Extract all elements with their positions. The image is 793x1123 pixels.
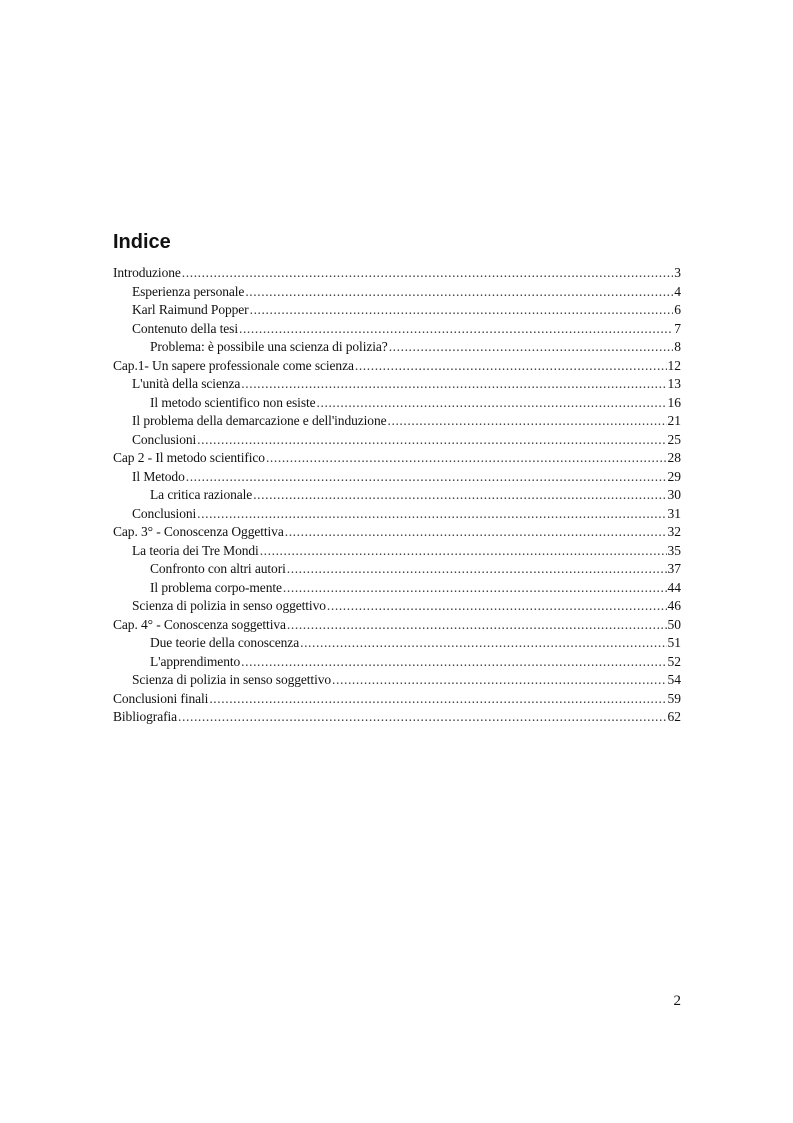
toc-entry-page: 21 xyxy=(667,413,681,428)
toc-entry-title: L'unità della scienza xyxy=(132,376,241,391)
toc-entry-title: Conclusioni finali xyxy=(113,690,209,706)
toc-entry-title: L'apprendimento xyxy=(150,653,241,669)
dot-leader xyxy=(253,486,666,505)
toc-entry-page: 4 xyxy=(674,283,681,299)
toc-entry-title: Scienza di polizia in senso soggettivo xyxy=(132,672,332,687)
toc-entry-page: 6 xyxy=(674,302,681,317)
toc-entry[interactable] xyxy=(113,320,681,339)
toc-entry[interactable] xyxy=(113,468,681,487)
toc-entry-title: Introduzione xyxy=(113,265,181,280)
toc-entry-title: Conclusioni xyxy=(132,431,197,447)
dot-leader xyxy=(245,283,673,302)
toc-entry-title: Problema: è possibile una scienza di polizia? xyxy=(150,339,388,354)
toc-entry-page: 62 xyxy=(667,709,681,724)
toc-entry[interactable] xyxy=(113,579,681,598)
toc-entry[interactable] xyxy=(113,301,681,320)
dot-leader xyxy=(317,394,667,413)
toc-entry-page: 44 xyxy=(667,579,681,595)
toc-entry-page: 54 xyxy=(667,672,681,687)
dot-leader xyxy=(250,301,674,320)
dot-leader xyxy=(285,523,667,542)
toc-entry-page: 31 xyxy=(667,505,681,521)
toc-entry-title: Due teorie della conoscenza xyxy=(150,635,300,650)
toc-entry[interactable] xyxy=(113,560,681,579)
toc-entry[interactable] xyxy=(113,597,681,616)
toc-entry-page: 29 xyxy=(667,468,681,484)
toc-entry-title: Cap. 4° - Conoscenza soggettiva xyxy=(113,616,286,632)
dot-leader xyxy=(300,634,666,653)
dot-leader xyxy=(287,616,667,635)
toc-entry[interactable] xyxy=(113,338,681,357)
toc-entry[interactable] xyxy=(113,412,681,431)
dot-leader xyxy=(197,505,666,524)
toc-entry[interactable] xyxy=(113,431,681,450)
dot-leader xyxy=(260,542,667,561)
page-number: 2 xyxy=(673,993,681,1009)
toc-entry[interactable] xyxy=(113,616,681,635)
toc-entry[interactable] xyxy=(113,671,681,690)
table-of-contents xyxy=(113,264,681,727)
toc-entry-title: Il Metodo xyxy=(132,468,185,484)
toc-entry-title: Contenuto della tesi xyxy=(132,320,238,336)
dot-leader xyxy=(355,357,667,376)
toc-entry[interactable] xyxy=(113,505,681,524)
dot-leader xyxy=(266,449,667,468)
toc-entry[interactable] xyxy=(113,653,681,672)
toc-entry[interactable] xyxy=(113,375,681,394)
dot-leader xyxy=(186,468,667,487)
toc-entry-page: 59 xyxy=(667,690,681,706)
toc-entry-title: Cap. 3° - Conoscenza Oggettiva xyxy=(113,524,284,539)
toc-entry-page: 7 xyxy=(674,320,681,336)
dot-leader xyxy=(327,597,667,616)
toc-entry[interactable] xyxy=(113,523,681,542)
toc-entry[interactable] xyxy=(113,542,681,561)
dot-leader xyxy=(178,708,666,727)
toc-entry-page: 51 xyxy=(667,635,681,650)
toc-entry[interactable] xyxy=(113,394,681,413)
toc-entry-page: 25 xyxy=(667,431,681,447)
toc-entry[interactable] xyxy=(113,690,681,709)
toc-entry-title: Confronto con altri autori xyxy=(150,561,286,576)
dot-leader xyxy=(332,671,666,690)
toc-entry-page: 50 xyxy=(667,616,681,632)
dot-leader xyxy=(287,560,667,579)
toc-entry-page: 13 xyxy=(667,376,681,391)
dot-leader xyxy=(389,338,674,357)
toc-entry-page: 12 xyxy=(667,357,681,373)
dot-leader xyxy=(239,320,673,339)
toc-entry-title: Cap.1- Un sapere professionale come scienza xyxy=(113,357,354,373)
toc-entry-title: Karl Raimund Popper xyxy=(132,302,249,317)
toc-entry[interactable] xyxy=(113,634,681,653)
toc-title: Indice xyxy=(113,231,171,253)
toc-entry-title: Il metodo scientifico non esiste xyxy=(150,394,316,410)
dot-leader xyxy=(197,431,666,450)
dot-leader xyxy=(182,264,673,283)
toc-entry[interactable] xyxy=(113,708,681,727)
toc-entry-page: 46 xyxy=(667,598,681,613)
toc-entry-page: 52 xyxy=(667,653,681,669)
toc-entry-page: 16 xyxy=(667,394,681,410)
toc-entry-title: Scienza di polizia in senso oggettivo xyxy=(132,598,326,613)
toc-entry-page: 8 xyxy=(674,339,681,354)
toc-entry[interactable] xyxy=(113,357,681,376)
toc-entry-title: Esperienza personale xyxy=(132,283,245,299)
toc-entry[interactable] xyxy=(113,486,681,505)
toc-entry-title: Il problema corpo-mente xyxy=(150,579,282,595)
dot-leader xyxy=(283,579,667,598)
dot-leader xyxy=(241,375,666,394)
dot-leader xyxy=(388,412,667,431)
toc-entry-page: 32 xyxy=(667,524,681,539)
dot-leader xyxy=(241,653,666,672)
toc-entry[interactable] xyxy=(113,264,681,283)
toc-entry-page: 30 xyxy=(667,487,681,502)
toc-entry-title: La teoria dei Tre Mondi xyxy=(132,542,259,558)
toc-entry[interactable] xyxy=(113,449,681,468)
toc-entry-title: Il problema della demarcazione e dell'induzione xyxy=(132,413,387,428)
toc-entry-page: 28 xyxy=(667,450,681,465)
dot-leader xyxy=(209,690,666,709)
toc-entry-page: 35 xyxy=(667,542,681,558)
toc-entry-title: Bibliografia xyxy=(113,709,178,724)
toc-entry-page: 3 xyxy=(674,265,681,280)
toc-entry-title: Cap 2 - Il metodo scientifico xyxy=(113,450,265,465)
toc-entry-title: La critica razionale xyxy=(150,487,253,502)
toc-entry[interactable] xyxy=(113,283,681,302)
toc-entry-page: 37 xyxy=(667,561,681,576)
toc-entry-title: Conclusioni xyxy=(132,505,197,521)
